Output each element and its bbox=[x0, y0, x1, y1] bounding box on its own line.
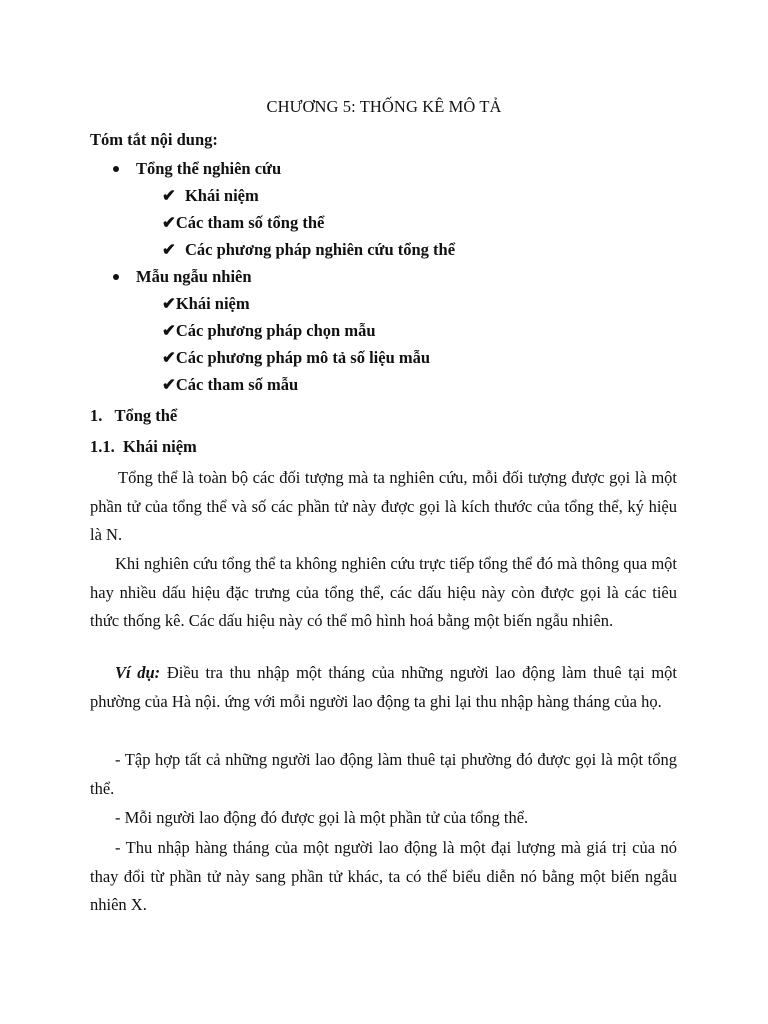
checklist-item bbox=[162, 375, 298, 395]
checklist-item-label: Khái niệm bbox=[184, 186, 259, 205]
bullet-label: Mẫu ngẫu nhiên bbox=[136, 267, 252, 286]
bullet-dot-icon bbox=[113, 274, 119, 280]
example-label: Ví dụ: bbox=[115, 663, 161, 682]
check-icon: ✔ bbox=[162, 294, 176, 313]
checklist-item-label: Các tham số mẫu bbox=[175, 375, 299, 394]
check-icon: ✔ bbox=[162, 321, 176, 340]
example-paragraph bbox=[90, 659, 677, 716]
example-text: Điều tra thu nhập một tháng của những người lao động làm thuê tại một phường của Hà nội. ứng với mỗi người lao động ta ghi lại thu nhập hàng tháng của họ. bbox=[90, 663, 677, 711]
body-paragraph: Tổng thể là toàn bộ các đối tượng mà ta nghiên cứu, mỗi đối tượng được gọi là một phần tử của tổng thể và số các phần tử này được gọi là kích thước của tổng thể, ký hiệu là N. bbox=[90, 468, 677, 544]
checklist-item-label: Các phương pháp chọn mẫu bbox=[175, 321, 376, 340]
checklist-item-label: Các phương pháp mô tả số liệu mẫu bbox=[175, 348, 431, 367]
checklist-item-label: Các tham số tổng thể bbox=[175, 213, 325, 232]
list-paragraph: - Tập hợp tất cả những người lao động làm thuê tại phường đó được gọi là một tổng thể. bbox=[90, 750, 677, 798]
subsection-heading: 1.1. Khái niệm bbox=[90, 437, 197, 456]
bullet-dot-icon bbox=[113, 166, 119, 172]
check-icon: ✔ bbox=[162, 375, 176, 394]
chapter-title: CHƯƠNG 5: THỐNG KÊ MÔ TẢ bbox=[266, 97, 502, 116]
checklist-item bbox=[162, 348, 430, 368]
checklist-item bbox=[162, 240, 455, 260]
bullet-label: Tổng thể nghiên cứu bbox=[136, 159, 282, 178]
checklist-item bbox=[162, 213, 324, 233]
section-heading: 1. Tổng thể bbox=[90, 406, 178, 425]
checklist-item bbox=[162, 321, 376, 341]
checklist-item-label: Khái niệm bbox=[175, 294, 250, 313]
check-icon: ✔ bbox=[162, 240, 176, 259]
body-paragraph: Khi nghiên cứu tổng thể ta không nghiên cứu trực tiếp tổng thể đó mà thông qua một hay nhiều dấu hiệu đặc trưng của tổng thể, các dấu hiệu này còn được gọi là các tiêu thức thống kê. Các dấu hiệu này có thể mô hình hoá bằng một biến ngẫu nhiên. bbox=[90, 554, 677, 630]
checklist-item bbox=[162, 186, 259, 206]
list-paragraph: - Mỗi người lao động đó được gọi là một phần tử của tổng thể. bbox=[115, 808, 529, 827]
check-icon: ✔ bbox=[162, 213, 176, 232]
list-paragraph: - Thu nhập hàng tháng của một người lao động là một đại lượng mà giá trị của nó thay đổi từ phần tử này sang phần tử khác, ta có thể biểu diễn nó bằng một biến ngẫu nhiên X. bbox=[90, 838, 677, 914]
summary-heading: Tóm tắt nội dung: bbox=[90, 130, 218, 149]
checklist-item bbox=[162, 294, 250, 314]
check-icon: ✔ bbox=[162, 186, 176, 205]
check-icon: ✔ bbox=[162, 348, 176, 367]
checklist-item-label: Các phương pháp nghiên cứu tổng thể bbox=[184, 240, 456, 259]
